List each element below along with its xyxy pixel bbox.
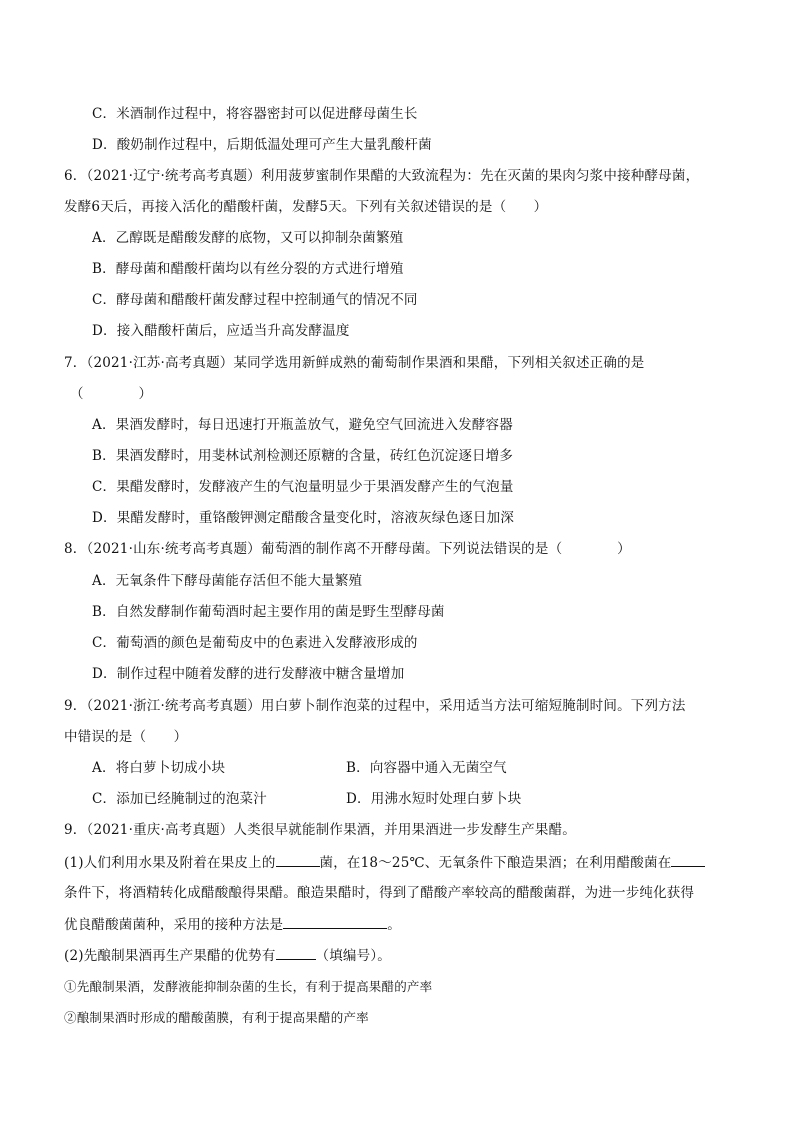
q7-stem-line1: 7．（2021·江苏·高考真题）某同学选用新鲜成熟的葡萄制作果酒和果醋，下列相关叙述正确的是 (64, 355, 645, 371)
q6-stem-line1: 6．（2021·辽宁·统考高考真题）利用菠萝蜜制作果醋的大致流程为：先在灭菌的果肉匀浆中接种酵母菌， (64, 168, 700, 184)
q9b-part1-line2: 条件下，将酒精转化成醋酸酿得果醋。酿造果醋时，得到了醋酸产率较高的醋酸菌群，为进一步纯化获得 (64, 885, 695, 901)
q9b-part1-text-c: 优良醋酸菌菌种，采用的接种方法是 (64, 917, 284, 933)
q8-stem: 8．（2021·山东·统考高考真题）葡萄酒的制作离不开酵母菌。下列说法错误的是（ ） (64, 541, 631, 557)
q8-option-c: C．葡萄酒的颜色是葡萄皮中的色素进入发酵液形成的 (92, 635, 418, 651)
q8-option-b: B．自然发酵制作葡萄酒时起主要作用的菌是野生型酵母菌 (92, 604, 445, 620)
q5-option-d: D．酸奶制作过程中，后期低温处理可产生大量乳酸杆菌 (92, 137, 432, 153)
q8-option-a: A．无氧条件下酵母菌能存活但不能大量繁殖 (92, 573, 363, 589)
answer-blank-4[interactable] (276, 946, 316, 960)
q9a-option-c: C．添加已经腌制过的泡菜汁 (92, 791, 267, 807)
q7-option-a: A．果酒发酵时，每日迅速打开瓶盖放气，避免空气回流进入发酵容器 (92, 417, 513, 433)
q7-option-b: B．果酒发酵时，用斐林试剂检测还原糖的含量，砖红色沉淀逐日增多 (92, 448, 514, 464)
q9a-stem-line2: 中错误的是（ ） (64, 729, 188, 745)
q7-option-d: D．果醋发酵时，重铬酸钾测定醋酸含量变化时，溶液灰绿色逐日加深 (92, 510, 515, 526)
q9a-option-d: D．用沸水短时处理白萝卜块 (346, 791, 522, 807)
q6-stem-line2: 发酵6天后，再接入活化的醋酸杆菌，发酵5天。下列有关叙述错误的是（ ） (64, 199, 548, 215)
q6-option-d: D．接入醋酸杆菌后，应适当升高发酵温度 (92, 323, 350, 339)
q9b-part2-text-a: (2)先酿制果酒再生产果醋的优势有 (64, 948, 276, 964)
q9a-option-b: B．向容器中通入无菌空气 (346, 760, 507, 776)
q9b-part1-text-a: (1)人们利用水果及附着在果皮上的 (64, 855, 276, 871)
q9b-stem: 9．（2021·重庆·高考真题）人类很早就能制作果酒，并用果酒进一步发酵生产果醋。 (64, 822, 576, 838)
q9b-part1-line3 (64, 915, 401, 934)
q9b-part1-text-d: 。 (387, 917, 401, 933)
q9b-part1-line1 (64, 853, 705, 872)
answer-blank-2[interactable] (671, 853, 705, 867)
answer-blank-3[interactable] (283, 915, 387, 929)
q7-option-c: C．果醋发酵时，发酵液产生的气泡量明显少于果酒发酵产生的气泡量 (92, 479, 514, 495)
q9b-choice-2: ②酿制果酒时形成的醋酸菌膜，有利于提高果醋的产率 (64, 1010, 369, 1025)
q8-option-d: D．制作过程中随着发酵的进行发酵液中糖含量增加 (92, 666, 405, 682)
q6-option-a: A．乙醇既是醋酸发酵的底物，又可以抑制杂菌繁殖 (92, 230, 404, 246)
q5-option-c: C．米酒制作过程中，将容器密封可以促进酵母菌生长 (92, 106, 418, 122)
q9b-choice-1: ①先酿制果酒，发酵液能抑制杂菌的生长，有利于提高果醋的产率 (64, 979, 433, 994)
q9a-option-a: A．将白萝卜切成小块 (92, 760, 226, 776)
q9a-stem-line1: 9．（2021·浙江·统考高考真题）用白萝卜制作泡菜的过程中，采用适当方法可缩短腌制时间。下列方法 (64, 698, 686, 714)
q9b-part2-text-b: （填编号）。 (315, 948, 391, 964)
q7-stem-line2: （ ） (70, 386, 153, 402)
q6-option-b: B．酵母菌和醋酸杆菌均以有丝分裂的方式进行增殖 (92, 261, 404, 277)
q9b-part2 (64, 946, 391, 965)
answer-blank-1[interactable] (276, 853, 320, 867)
q6-option-c: C．酵母菌和醋酸杆菌发酵过程中控制通气的情况不同 (92, 292, 418, 308)
q9b-part1-text-b: 菌，在18～25℃、无氧条件下酿造果酒；在利用醋酸菌在 (319, 855, 672, 871)
